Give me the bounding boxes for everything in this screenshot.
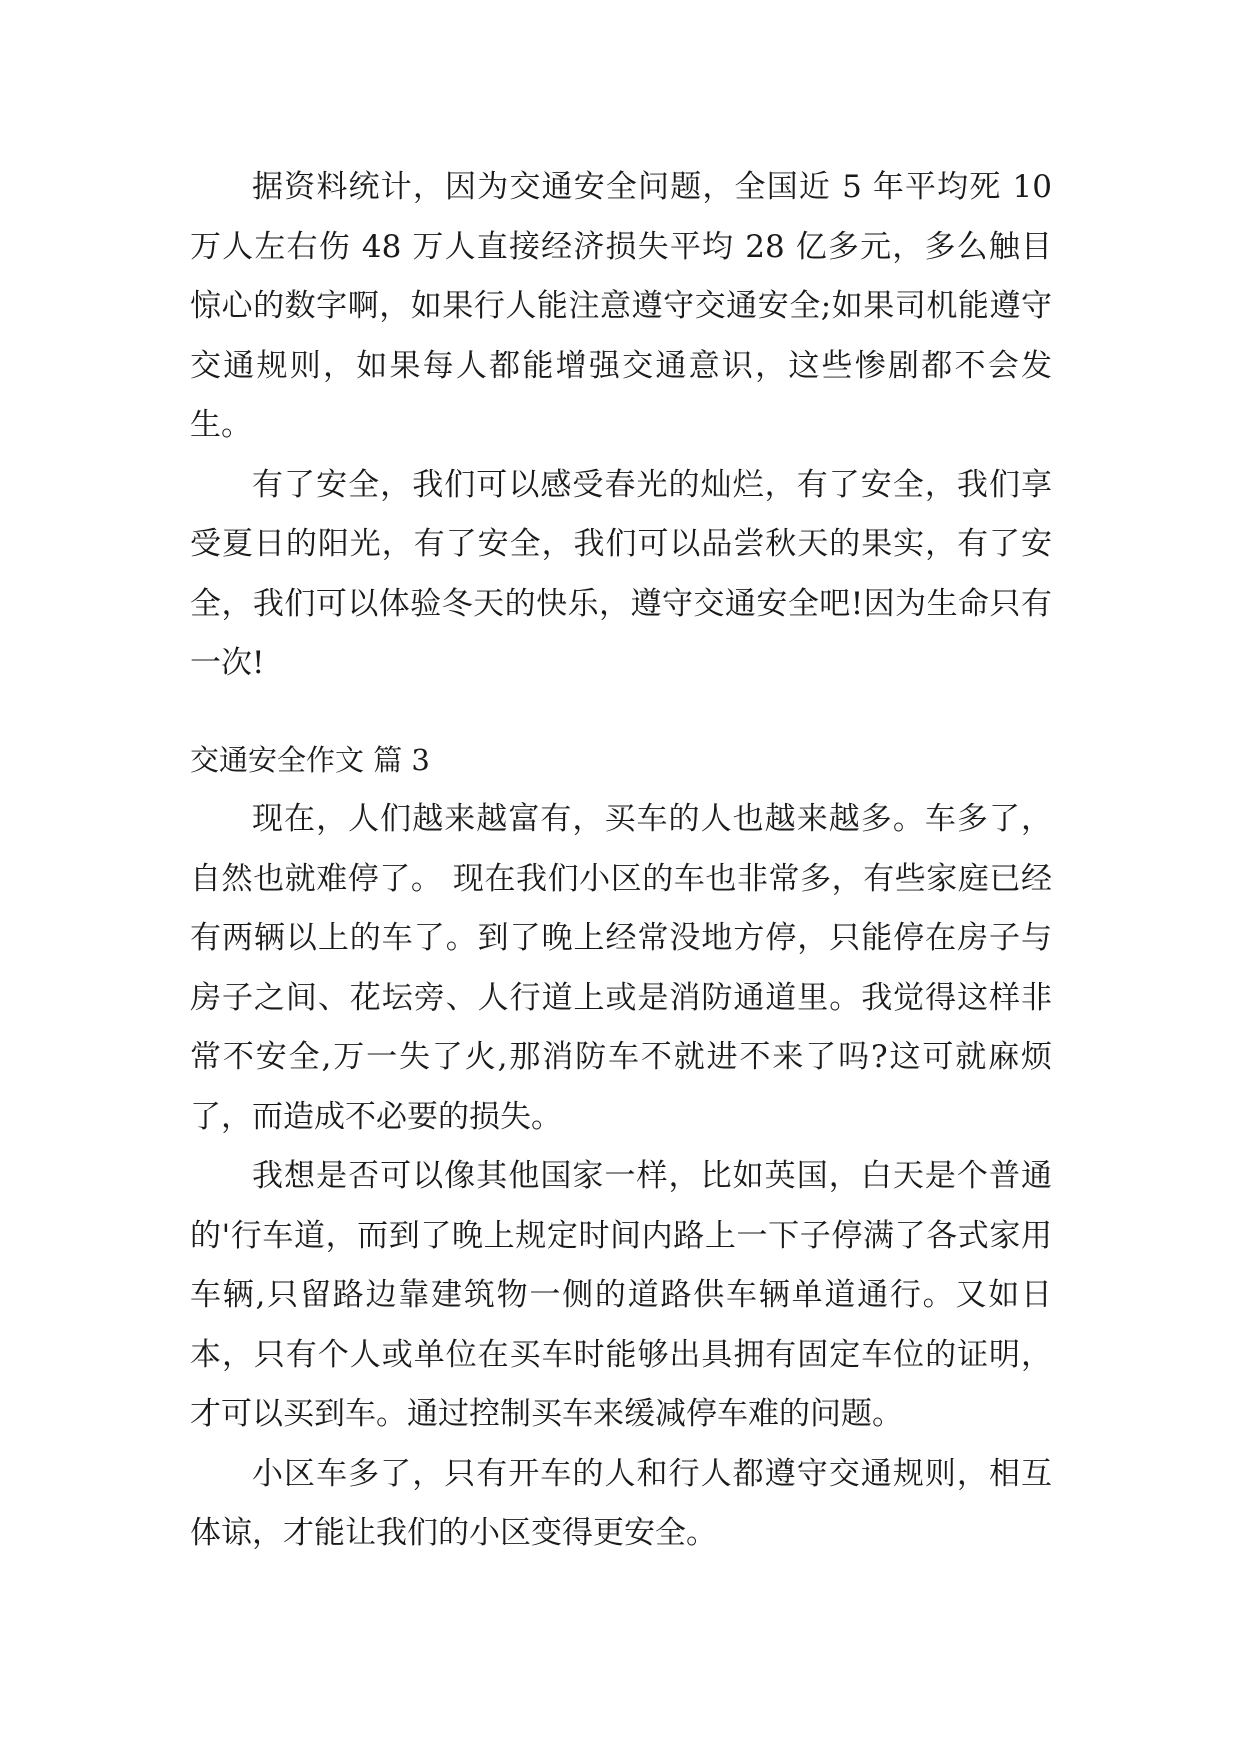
- paragraph-safety-seasons: 有了安全，我们可以感受春光的灿烂，有了安全，我们享受夏日的阳光，有了安全，我们可以品尝秋天的果实，有了安全，我们可以体验冬天的快乐，遵守交通安全吧!因为生命只有一次!: [190, 466, 1052, 681]
- paragraph-other-countries: 我想是否可以像其他国家一样，比如英国，白天是个普通的'行车道，而到了晚上规定时间内路上一下子停满了各式家用车辆,只留路边靠建筑物一侧的道路供车辆单道通行。又如日本，只有个人或单位在买车时能够出具拥有固定车位的证明，才可以买到车。通过控制买车来缓减停车难的问题。: [190, 1158, 1052, 1432]
- paragraph-statistics: 据资料统计，因为交通安全问题，全国近 5 年平均死 10 万人左右伤 48 万人直接经济损失平均 28 亿多元，多么触目惊心的数字啊，如果行人能注意遵守交通安全;如果司机能遵守交通规则，如果每人都能增强交通意识，这些惨剧都不会发生。: [190, 169, 1052, 443]
- paragraph-conclusion: 小区车多了，只有开车的人和行人都遵守交通规则，相互体谅，才能让我们的小区变得更安全。: [190, 1455, 1052, 1551]
- essay-heading: 交通安全作文 篇 3: [190, 742, 430, 777]
- paragraph-parking-problem: 现在，人们越来越富有，买车的人也越来越多。车多了，自然也就难停了。 现在我们小区的车也非常多，有些家庭已经有两辆以上的车了。到了晚上经常没地方停，只能停在房子与房子之间、花坛旁、人行道上或是消防通道里。我觉得这样非常不安全,万一失了火,那消防车不就进不来了吗?这可就麻烦了，而造成不必要的损失。: [190, 801, 1052, 1135]
- document-body: [190, 158, 1052, 1564]
